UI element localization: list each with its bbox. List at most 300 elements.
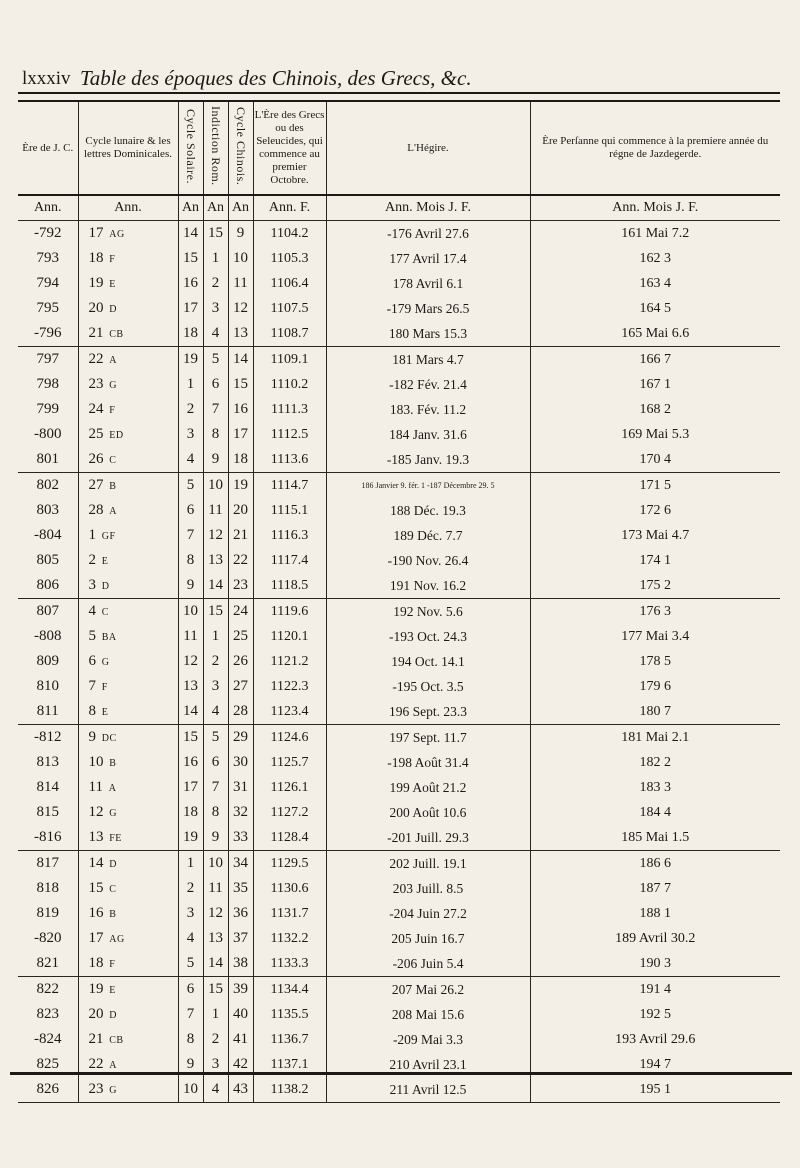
lunar-cycle-cell	[78, 901, 178, 926]
chinese-cycle-cell: 13	[228, 321, 253, 347]
greek-era-cell: 1138.2	[253, 1077, 326, 1103]
units-indiction: An	[203, 195, 228, 221]
hegira-cell: -179 Mars 26.5	[326, 296, 530, 321]
indiction-cell: 1	[203, 246, 228, 271]
units-solar: An	[178, 195, 203, 221]
table-row	[18, 321, 780, 347]
indiction-cell: 5	[203, 347, 228, 373]
solar-cycle-cell: 9	[178, 573, 203, 599]
cycle-number: 12	[88, 804, 104, 820]
indiction-cell: 13	[203, 926, 228, 951]
indiction-cell: 9	[203, 825, 228, 851]
indiction-cell: 2	[203, 1027, 228, 1052]
persian-era-cell: 165 Mai 6.6	[530, 321, 780, 347]
year-cell: 798	[36, 376, 59, 392]
lunar-cycle-cell	[78, 1077, 178, 1103]
greek-era-cell: 1135.5	[253, 1002, 326, 1027]
dominical-letters: C	[109, 455, 117, 466]
hegira-cell: 197 Sept. 11.7	[326, 725, 530, 751]
indiction-cell: 12	[203, 901, 228, 926]
dominical-letters: E	[101, 556, 109, 567]
indiction-cell: 6	[203, 372, 228, 397]
indiction-cell: 7	[203, 775, 228, 800]
cycle-number: 8	[88, 703, 96, 719]
cycle-number: 17	[88, 225, 104, 241]
year-cell: 806	[18, 573, 78, 599]
year-cell: 810	[36, 678, 59, 694]
persian-era-cell: 185 Mai 1.5	[530, 825, 780, 851]
dominical-letters: AG	[109, 229, 125, 240]
year-cell: 803	[36, 502, 59, 518]
greek-era-cell: 1129.5	[253, 851, 326, 877]
greek-era-cell: 1130.6	[253, 876, 326, 901]
page-header	[0, 0, 800, 92]
lunar-cycle-cell	[78, 599, 178, 625]
table-row	[18, 649, 780, 674]
hegira-cell: 184 Janv. 31.6	[326, 422, 530, 447]
lunar-cycle-cell	[78, 473, 178, 499]
table-row	[18, 951, 780, 977]
indiction-cell: 4	[203, 1077, 228, 1103]
greek-era-cell: 1111.3	[253, 397, 326, 422]
chinese-cycle-cell: 16	[228, 397, 253, 422]
table-row	[18, 473, 780, 499]
solar-cycle-cell: 4	[178, 926, 203, 951]
cycle-number: 23	[88, 376, 104, 392]
dominical-letters: D	[109, 859, 117, 870]
indiction-cell: 9	[203, 447, 228, 473]
solar-cycle-cell: 7	[178, 1002, 203, 1027]
lunar-cycle-cell	[78, 347, 178, 373]
table-row	[18, 1027, 780, 1052]
table-row	[18, 447, 780, 473]
lunar-cycle-cell	[78, 750, 178, 775]
solar-cycle-cell: 5	[178, 473, 203, 499]
year-cell: 818	[36, 880, 59, 896]
persian-era-cell: 195 1	[530, 1077, 780, 1103]
units-era: Ann.	[18, 195, 78, 221]
chinese-cycle-cell: 17	[228, 422, 253, 447]
dominical-letters: A	[109, 1060, 117, 1071]
persian-era-cell: 184 4	[530, 800, 780, 825]
persian-header: Ère Perſanne qui commence à la premiere année du régne de Jazdegerde.	[530, 101, 780, 195]
cycle-number: 5	[88, 628, 96, 644]
chinese-cycle-cell: 40	[228, 1002, 253, 1027]
year-cell: 811	[18, 699, 78, 725]
units-row	[18, 195, 780, 221]
chinese-cycle-cell: 25	[228, 624, 253, 649]
table-row	[18, 699, 780, 725]
year-cell: -808	[34, 628, 62, 644]
lunar-cycle-cell	[78, 372, 178, 397]
persian-era-cell: 181 Mai 2.1	[530, 725, 780, 751]
dominical-letters: E	[109, 279, 116, 290]
cycle-number: 10	[88, 754, 104, 770]
table-row	[18, 1002, 780, 1027]
year-cell: -804	[34, 527, 62, 543]
year-cell: 814	[36, 779, 59, 795]
dominical-letters: A	[109, 355, 117, 366]
persian-era-cell: 188 1	[530, 901, 780, 926]
solar-cycle-cell: 13	[178, 674, 203, 699]
lunar-cycle-cell	[78, 800, 178, 825]
greek-era-cell: 1113.6	[253, 447, 326, 473]
solar-cycle-cell: 19	[178, 825, 203, 851]
chinese-cycle-cell: 14	[228, 347, 253, 373]
table-row	[18, 775, 780, 800]
solar-cycle-cell: 11	[178, 624, 203, 649]
chinese-cycle-cell: 20	[228, 498, 253, 523]
greek-era-cell: 1105.3	[253, 246, 326, 271]
page-number: lxxxiv	[22, 68, 71, 89]
year-cell: -824	[34, 1031, 62, 1047]
cycle-number: 2	[88, 552, 96, 568]
greek-era-cell: 1132.2	[253, 926, 326, 951]
lunar-cycle-cell	[78, 775, 178, 800]
table-row	[18, 800, 780, 825]
lunar-cycle-cell	[78, 851, 178, 877]
table-body	[18, 221, 780, 1103]
lunar-cycle-cell	[78, 573, 178, 599]
chinese-cycle-cell: 15	[228, 372, 253, 397]
chinese-cycle-cell: 34	[228, 851, 253, 877]
greek-era-cell: 1110.2	[253, 372, 326, 397]
hegira-cell: 202 Juill. 19.1	[326, 851, 530, 877]
indiction-cell: 15	[203, 599, 228, 625]
lunar-cycle-cell	[78, 951, 178, 977]
dominical-letters: D	[109, 1010, 117, 1021]
cycle-number: 1	[88, 527, 96, 543]
hegira-cell: 203 Juill. 8.5	[326, 876, 530, 901]
dominical-letters: DC	[101, 733, 117, 744]
cycle-header: Cycle lunaire & les lettres Dominicales.	[78, 101, 178, 195]
indiction-cell: 2	[203, 649, 228, 674]
cycle-number: 18	[88, 955, 104, 971]
cycle-number: 20	[88, 300, 104, 316]
persian-era-cell: 180 7	[530, 699, 780, 725]
dominical-letters: G	[109, 808, 117, 819]
units-cycle: Ann.	[78, 195, 178, 221]
table-row	[18, 1077, 780, 1103]
persian-era-cell: 163 4	[530, 271, 780, 296]
greek-era-cell: 1126.1	[253, 775, 326, 800]
lunar-cycle-cell	[78, 221, 178, 247]
chinese-cycle-cell: 23	[228, 573, 253, 599]
year-cell: 807	[36, 603, 59, 619]
solar-cycle-cell: 17	[178, 775, 203, 800]
lunar-cycle-cell	[78, 498, 178, 523]
persian-era-cell: 189 Avril 30.2	[530, 926, 780, 951]
chinese-cycle-cell: 28	[228, 699, 253, 725]
chinese-cycle-cell: 11	[228, 271, 253, 296]
persian-era-cell: 182 2	[530, 750, 780, 775]
hegira-cell: -182 Fév. 21.4	[326, 372, 530, 397]
hegira-cell: 183. Fév. 11.2	[326, 397, 530, 422]
hegira-cell: -176 Avril 27.6	[326, 221, 530, 247]
chinese-cycle-cell: 29	[228, 725, 253, 751]
dominical-letters: F	[109, 254, 116, 265]
table-row	[18, 674, 780, 699]
solar-cycle-cell: 8	[178, 548, 203, 573]
cycle-number: 22	[88, 1056, 104, 1072]
indiction-cell: 3	[203, 296, 228, 321]
greek-era-cell: 1112.5	[253, 422, 326, 447]
year-cell: 802	[36, 477, 59, 493]
dominical-letters: CB	[109, 329, 124, 340]
table-row	[18, 977, 780, 1003]
solar-cycle-cell: 4	[178, 447, 203, 473]
persian-era-cell: 183 3	[530, 775, 780, 800]
table-row	[18, 221, 780, 247]
chinese-cycle-cell: 42	[228, 1052, 253, 1077]
table-row	[18, 901, 780, 926]
lunar-cycle-cell	[78, 246, 178, 271]
year-cell: 809	[36, 653, 59, 669]
persian-era-cell: 161 Mai 7.2	[530, 221, 780, 247]
chinese-cycle-cell: 24	[228, 599, 253, 625]
table-row	[18, 246, 780, 271]
hegira-cell: 189 Déc. 7.7	[326, 523, 530, 548]
lunar-cycle-cell	[78, 825, 178, 851]
chinese-header: Cycle Chinois.	[228, 101, 253, 195]
hegira-cell: 178 Avril 6.1	[326, 271, 530, 296]
persian-era-cell: 192 5	[530, 1002, 780, 1027]
chronology-table	[18, 100, 780, 1103]
solar-cycle-cell: 16	[178, 750, 203, 775]
year-cell: 822	[36, 981, 59, 997]
cycle-number: 17	[88, 930, 104, 946]
hegira-cell: -209 Mai 3.3	[326, 1027, 530, 1052]
year-cell: 817	[36, 855, 59, 871]
chinese-cycle-cell: 22	[228, 548, 253, 573]
lunar-cycle-cell	[78, 624, 178, 649]
year-cell: -796	[18, 321, 78, 347]
solar-header: Cycle Solaire.	[178, 101, 203, 195]
hegira-cell: -201 Juill. 29.3	[326, 825, 530, 851]
cycle-number: 18	[88, 250, 104, 266]
greek-era-cell: 1107.5	[253, 296, 326, 321]
cycle-number: 15	[88, 880, 104, 896]
greek-era-cell: 1119.6	[253, 599, 326, 625]
year-cell: -820	[34, 930, 62, 946]
year-cell: 821	[18, 951, 78, 977]
greek-era-cell: 1134.4	[253, 977, 326, 1003]
greek-era-cell: 1133.3	[253, 951, 326, 977]
dominical-letters: G	[101, 657, 110, 668]
dominical-letters: C	[109, 884, 117, 895]
greek-era-cell: 1115.1	[253, 498, 326, 523]
persian-era-cell: 194 7	[530, 1052, 780, 1077]
persian-era-cell: 170 4	[530, 447, 780, 473]
greek-era-cell: 1127.2	[253, 800, 326, 825]
persian-era-cell: 175 2	[530, 573, 780, 599]
bottom-rule	[10, 1072, 792, 1075]
chinese-cycle-cell: 27	[228, 674, 253, 699]
hegira-cell: 186 Janvier 9. fér. 1 -187 Décembre 29. 5	[326, 473, 530, 499]
dominical-letters: F	[109, 405, 116, 416]
hegira-cell: 196 Sept. 23.3	[326, 699, 530, 725]
solar-cycle-cell: 3	[178, 901, 203, 926]
header-rule	[18, 92, 780, 94]
hegira-cell: -206 Juin 5.4	[326, 951, 530, 977]
hegira-cell: 200 Août 10.6	[326, 800, 530, 825]
chinese-cycle-cell: 9	[228, 221, 253, 247]
year-cell: 794	[36, 275, 59, 291]
cycle-number: 7	[88, 678, 96, 694]
indiction-cell: 3	[203, 1052, 228, 1077]
solar-cycle-cell: 9	[178, 1052, 203, 1077]
indiction-cell: 14	[203, 573, 228, 599]
lunar-cycle-cell	[78, 422, 178, 447]
indiction-cell: 11	[203, 876, 228, 901]
indiction-cell: 7	[203, 397, 228, 422]
solar-cycle-cell: 18	[178, 321, 203, 347]
lunar-cycle-cell	[78, 397, 178, 422]
year-cell: -816	[18, 825, 78, 851]
table-row	[18, 422, 780, 447]
year-cell: 805	[36, 552, 59, 568]
greek-era-cell: 1122.3	[253, 674, 326, 699]
greek-era-cell: 1121.2	[253, 649, 326, 674]
lunar-cycle-cell	[78, 977, 178, 1003]
greek-era-cell: 1123.4	[253, 699, 326, 725]
lunar-cycle-cell	[78, 926, 178, 951]
table-row	[18, 725, 780, 751]
persian-era-cell: 169 Mai 5.3	[530, 422, 780, 447]
cycle-number: 16	[88, 905, 104, 921]
hegira-cell: 192 Nov. 5.6	[326, 599, 530, 625]
table-row	[18, 498, 780, 523]
chinese-cycle-cell: 37	[228, 926, 253, 951]
running-title: Table des époques des Chinois, des Grecs, &c.	[80, 66, 472, 90]
dominical-letters: B	[109, 909, 117, 920]
units-greek: Ann. F.	[253, 195, 326, 221]
cycle-number: 4	[88, 603, 96, 619]
table-row	[18, 347, 780, 373]
solar-cycle-cell: 18	[178, 800, 203, 825]
lunar-cycle-cell	[78, 699, 178, 725]
year-cell: -792	[34, 225, 62, 241]
greek-era-cell: 1128.4	[253, 825, 326, 851]
persian-era-cell: 186 6	[530, 851, 780, 877]
dominical-letters: FE	[109, 833, 122, 844]
cycle-number: 19	[88, 275, 104, 291]
greek-era-cell: 1104.2	[253, 221, 326, 247]
solar-cycle-cell: 6	[178, 977, 203, 1003]
table-row	[18, 573, 780, 599]
solar-cycle-cell: 15	[178, 246, 203, 271]
hegira-cell: -190 Nov. 26.4	[326, 548, 530, 573]
solar-cycle-cell: 3	[178, 422, 203, 447]
cycle-number: 20	[88, 1006, 104, 1022]
persian-era-cell: 168 2	[530, 397, 780, 422]
persian-era-cell: 193 Avril 29.6	[530, 1027, 780, 1052]
persian-era-cell: 164 5	[530, 296, 780, 321]
persian-era-cell: 173 Mai 4.7	[530, 523, 780, 548]
year-cell: 801	[18, 447, 78, 473]
indiction-cell: 4	[203, 321, 228, 347]
dominical-letters: ED	[109, 430, 124, 441]
indiction-cell: 4	[203, 699, 228, 725]
lunar-cycle-cell	[78, 321, 178, 347]
indiction-cell: 13	[203, 548, 228, 573]
dominical-letters: BA	[101, 632, 117, 643]
lunar-cycle-cell	[78, 296, 178, 321]
indiction-cell: 11	[203, 498, 228, 523]
indiction-cell: 6	[203, 750, 228, 775]
hegira-cell: -195 Oct. 3.5	[326, 674, 530, 699]
table-row	[18, 397, 780, 422]
chinese-cycle-cell: 10	[228, 246, 253, 271]
persian-era-cell: 166 7	[530, 347, 780, 373]
persian-era-cell: 171 5	[530, 473, 780, 499]
year-cell: 815	[36, 804, 59, 820]
chinese-cycle-cell: 19	[228, 473, 253, 499]
hegira-cell: -185 Janv. 19.3	[326, 447, 530, 473]
cycle-number: 13	[88, 829, 104, 845]
indiction-cell: 12	[203, 523, 228, 548]
dominical-letters: F	[109, 959, 116, 970]
solar-cycle-cell: 5	[178, 951, 203, 977]
cycle-number: 24	[88, 401, 104, 417]
solar-cycle-cell: 16	[178, 271, 203, 296]
indiction-cell: 1	[203, 624, 228, 649]
year-cell: 825	[36, 1056, 59, 1072]
cycle-number: 23	[88, 1081, 104, 1097]
indiction-cell: 10	[203, 851, 228, 877]
table-row	[18, 851, 780, 877]
solar-cycle-cell: 14	[178, 221, 203, 247]
chinese-cycle-cell: 12	[228, 296, 253, 321]
dominical-letters: G	[109, 1085, 117, 1096]
greek-era-cell: 1137.1	[253, 1052, 326, 1077]
solar-cycle-cell: 1	[178, 851, 203, 877]
solar-cycle-cell: 12	[178, 649, 203, 674]
indiction-cell: 3	[203, 674, 228, 699]
lunar-cycle-cell	[78, 1027, 178, 1052]
greek-era-cell: 1131.7	[253, 901, 326, 926]
persian-era-cell: 187 7	[530, 876, 780, 901]
year-cell: 813	[36, 754, 59, 770]
chinese-cycle-cell: 41	[228, 1027, 253, 1052]
units-chinese: An	[228, 195, 253, 221]
year-cell: -812	[34, 729, 62, 745]
persian-era-cell: 167 1	[530, 372, 780, 397]
year-cell: 823	[36, 1006, 59, 1022]
cycle-number: 19	[88, 981, 104, 997]
cycle-number: 21	[88, 1031, 104, 1047]
indiction-cell: 15	[203, 977, 228, 1003]
chinese-cycle-cell: 26	[228, 649, 253, 674]
chinese-cycle-cell: 31	[228, 775, 253, 800]
dominical-letters: C	[101, 607, 109, 618]
dominical-letters: B	[109, 481, 117, 492]
indiction-cell: 5	[203, 725, 228, 751]
year-cell: -800	[34, 426, 62, 442]
solar-cycle-cell: 17	[178, 296, 203, 321]
header-row	[18, 101, 780, 195]
chinese-cycle-cell: 35	[228, 876, 253, 901]
dominical-letters: A	[108, 783, 117, 794]
year-cell: 797	[36, 351, 59, 367]
dominical-letters: F	[101, 682, 108, 693]
persian-era-cell: 179 6	[530, 674, 780, 699]
hegira-cell: 208 Mai 15.6	[326, 1002, 530, 1027]
era-header: Ère de J. C.	[18, 101, 78, 195]
lunar-cycle-cell	[78, 725, 178, 751]
table-row	[18, 624, 780, 649]
dominical-letters: G	[109, 380, 117, 391]
